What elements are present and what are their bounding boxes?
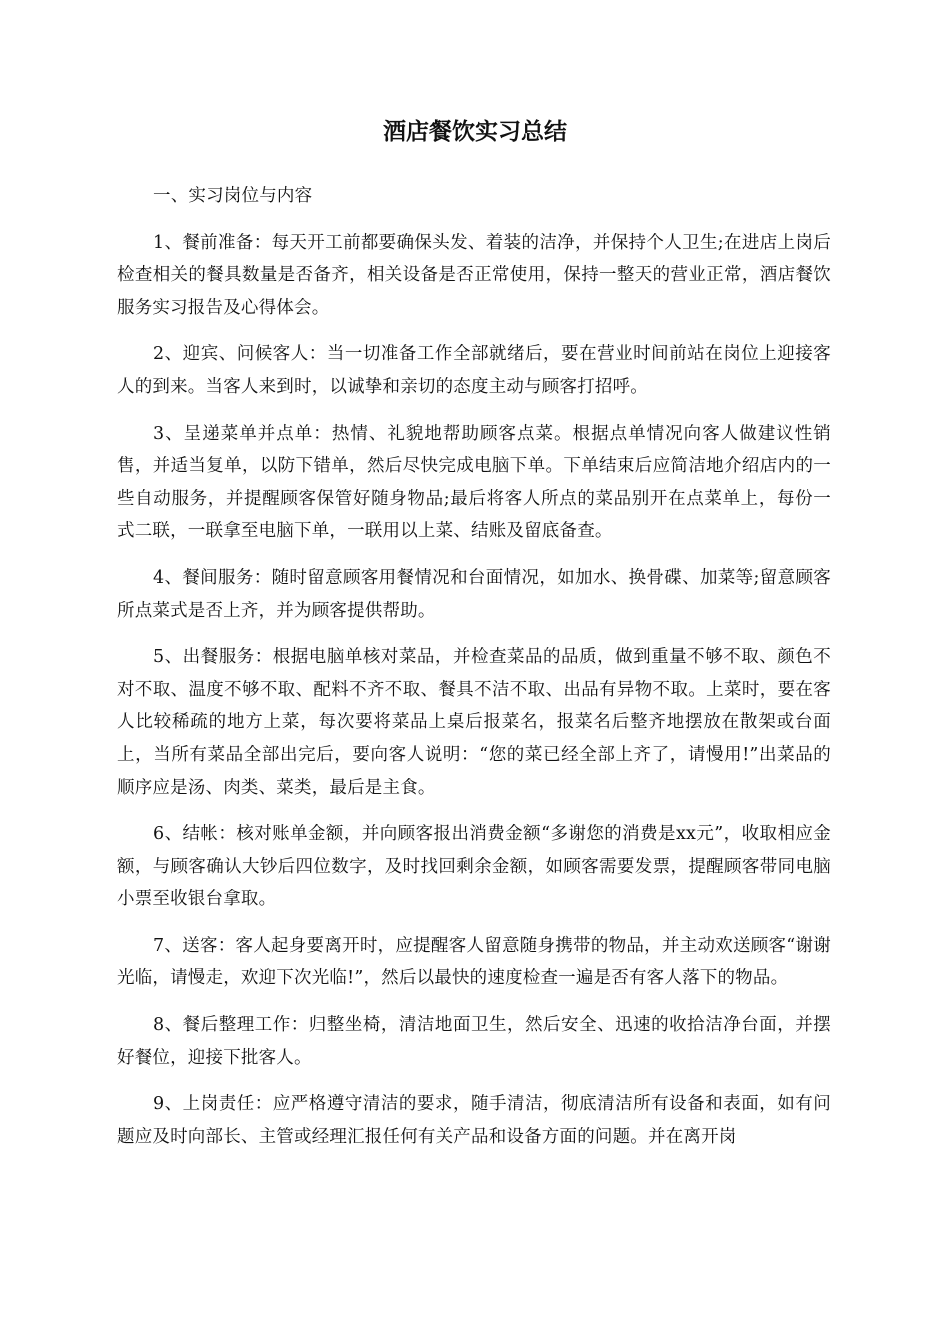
paragraph-3: 3、呈递菜单并点单：热情、礼貌地帮助顾客点菜。根据点单情况向客人做建议性销售，并适当复单，以防下错单，然后尽快完成电脑下单。下单结束后应简洁地介绍店内的一些自动服务，并提醒顾客保管好随身物品;最后将客人所点的菜品别开在点菜单上，每份一式二联，一联拿至电脑下单，一联用以上菜、结账及留底备查。: [117, 423, 831, 542]
paragraph-2: 2、迎宾、问候客人：当一切准备工作全部就绪后，要在营业时间前站在岗位上迎接客人的到来。当客人来到时，以诚挚和亲切的态度主动与顾客打招呼。: [117, 344, 831, 397]
paragraph-7: 7、送客：客人起身要离开时，应提醒客人留意随身携带的物品，并主动欢送顾客“谢谢光临，请慢走，欢迎下次光临!”，然后以最快的速度检查一遍是否有客人落下的物品。: [117, 935, 831, 989]
document-body: [117, 180, 831, 1167]
paragraph-1: 1、餐前准备：每天开工前都要确保头发、着装的洁净，并保持个人卫生;在进店上岗后检查相关的餐具数量是否备齐，相关设备是否正常使用，保持一整天的营业正常，酒店餐饮服务实习报告及心得体会。: [117, 232, 831, 318]
paragraph-4: 4、餐间服务：随时留意顾客用餐情况和台面情况，如加水、换骨碟、加菜等;留意顾客所点菜式是否上齐，并为顾客提供帮助。: [117, 567, 831, 621]
paragraph-9: 9、上岗责任：应严格遵守清洁的要求，随手清洁，彻底清洁所有设备和表面，如有问题应及时向部长、主管或经理汇报任何有关产品和设备方面的问题。并在离开岗: [117, 1094, 831, 1147]
section-heading: 一、实习岗位与内容: [153, 186, 313, 206]
paragraph-6: 6、结帐：核对账单金额，并向顾客报出消费金额“多谢您的消费是xx元”，收取相应金额，与顾客确认大钞后四位数字，及时找回剩余金额，如顾客需要发票，提醒顾客带同电脑小票至收银台拿取。: [117, 824, 831, 910]
document-title: 酒店餐饮实习总结: [383, 118, 567, 145]
paragraph-5: 5、出餐服务：根据电脑单核对菜品，并检查菜品的品质，做到重量不够不取、颜色不对不取、温度不够不取、配料不齐不取、餐具不洁不取、出品有异物不取。上菜时，要在客人比较稀疏的地方上菜，每次要将菜品上桌后报菜名，报菜名后整齐地摆放在散架或台面上，当所有菜品全部出完后，要向客人说明：“您的菜已经全部上齐了，请慢用!”出菜品的顺序应是汤、肉类、菜类，最后是主食。: [117, 647, 831, 798]
paragraph-8: 8、餐后整理工作：归整坐椅，清洁地面卫生，然后安全、迅速的收拾洁净台面，并摆好餐位，迎接下批客人。: [117, 1015, 831, 1068]
